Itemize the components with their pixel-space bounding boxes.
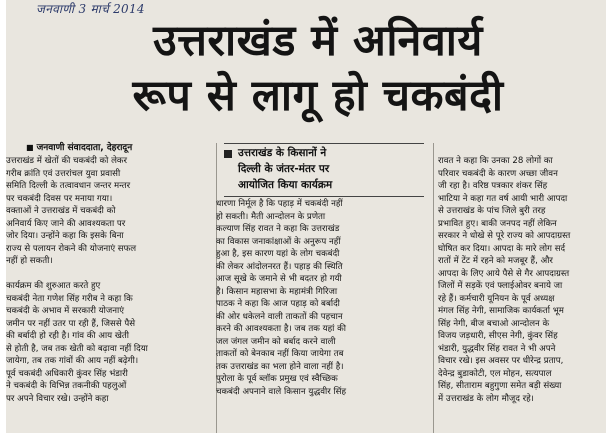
column-divider <box>433 143 434 433</box>
text-line: सिंह नेगी, बीज बचाओ आन्दोलन के <box>438 318 550 329</box>
text-line: ताकतों को बेनकाब नहीं किया जायेगा तब <box>216 349 344 359</box>
subheadline-line-2: दिल्ली के जंतर-मंतर पर <box>238 163 330 175</box>
text-line: विचार रखे। इस अवसर पर धीरेन्द्र प्रताप, <box>438 356 564 366</box>
text-line: पर चकबंदी दिवस पर मनाया गया। <box>6 193 113 204</box>
text-line: से होती है, जब तक खेती को बढ़ावा नहीं दिया <box>6 343 148 354</box>
byline <box>26 140 226 153</box>
text-line: अनिवार्य किए जाने की आवश्यकता पर <box>6 218 126 229</box>
text-line: कल्याण सिंह रावत ने कहा कि उत्तराखंड <box>216 224 340 234</box>
text-line: चकबंदी अपनाने वाले किसान युद्धवीर सिंह <box>216 386 347 397</box>
text-line: भाटिया ने कहा गत वर्ष आयी भारी आपदा <box>438 193 568 204</box>
text-line: में उत्तराखंड के लोग मौजूद रहे। <box>438 393 534 404</box>
text-line <box>6 268 211 281</box>
bullet-icon: ■ <box>26 143 34 152</box>
text-line: राज्य से पलायन रोकने की योजनाएं सफल <box>6 243 137 254</box>
text-line: जायेगा, तब तक गांवों की आय नहीं बढ़ेगी। <box>6 356 139 366</box>
text-line: की बर्बादी हो रही है। गांव की आय खेती <box>6 331 130 341</box>
headline-line-1: उत्तराखंड में अनिवार्य <box>153 16 483 66</box>
text-line: पुरोला के पूर्व ब्लॉक प्रमुख एवं स्वैच्छिक <box>216 374 338 384</box>
newspaper-clipping <box>6 0 606 433</box>
text-line: वक्ताओं ने उत्तराखंड में चकबंदी को <box>6 206 116 216</box>
text-line: सिंह, सीताराम बहुगुणा समेत बड़ी संख्या <box>438 381 562 391</box>
headline <box>30 14 606 124</box>
text-line: परिवार चकबंदी के कारण अच्छा जीवन <box>438 168 558 179</box>
text-line: ने चकबंदी के विभिन्न तकनीकी पहलुओं <box>6 381 127 391</box>
article-column-2 <box>216 198 396 398</box>
text-line: नहीं हो सकती। <box>6 256 53 266</box>
text-line: घोषित कर दिया। आपदा के मारे लोग सर्द <box>438 243 566 254</box>
text-line: जल जंगल जमीन को बर्बाद करने वाली <box>216 336 336 347</box>
text-line: पर अपने विचार रखे। उन्होंने कहा <box>6 393 109 404</box>
text-line: की ओर धकेलने वाली ताकतों की पहचान <box>216 311 343 322</box>
text-line: जोर दिया। उन्होंने कहा कि इसके बिना <box>6 231 124 241</box>
subheadline-line-1: उत्तराखंड के किसानों ने <box>238 147 327 159</box>
text-line: समिति दिल्ली के तत्वावधान जन्तर मन्तर <box>6 181 131 191</box>
text-line: गरीब क्रांति एवं उत्तरांचल युवा प्रवासी <box>6 168 121 179</box>
text-line: का विकास जनाकांक्षाओं के अनुरूप नहीं <box>216 236 341 247</box>
text-line: आज सूखे के जमाने से भी बदतर हो गयी <box>216 274 342 284</box>
text-line: भंडारी, युद्धवीर सिंह रावत ने भी अपने <box>438 343 556 354</box>
text-line: करने की आवश्यकता है। जब तक यहां की <box>216 324 346 334</box>
text-line: हो सकती। मैती आन्दोलन के प्रणेता <box>216 211 326 222</box>
text-line: देवेन्द्र बुडाकोटी, एल मोहन, सत्यपाल <box>438 368 552 379</box>
text-line: सरकार ने धोखे से पूरे राज्य को आपदाग्रस्त <box>438 231 571 241</box>
text-line: चकबंदी नेता गणेश सिंह गरीब ने कहा कि <box>6 293 133 304</box>
text-line: तक उत्तराखंड का भला होने वाला नहीं है। <box>216 361 344 372</box>
text-line: पाठक ने कहा कि आज पहाड़ को बर्बादी <box>216 299 340 309</box>
text-line: की लेकर आंदोलनरत हैं। पहाड़ की स्थिति <box>216 261 343 272</box>
text-line: रातों में टेंट में रहने को मजबूर हैं, और <box>438 256 553 266</box>
subheadline-box <box>224 143 424 197</box>
text-line: प्रभावित हुए। बाकी जनपद नहीं लेकिन <box>438 218 557 229</box>
text-line: से उत्तराखंड के पांच जिले बुरी तरह <box>438 206 546 216</box>
text-line: जी रहा है। वरिष्ठ पत्रकार शंकर सिंह <box>438 181 548 191</box>
article-column-3 <box>438 155 606 405</box>
text-line: कार्यक्रम की शुरुआत करते हुए <box>6 281 101 291</box>
text-line: पूर्व चकबंदी अधिकारी कुंवर सिंह भंडारी <box>6 368 128 379</box>
text-line: उत्तराखंड में खेतों की चकबंदी को लेकर <box>6 156 128 166</box>
text-line: जिलों में सड़कें एवं फ्लाईओवर बनाये जा <box>438 281 563 291</box>
text-line: रावत ने कहा कि उनका 28 लोगों का <box>438 156 553 166</box>
subheadline-line-3: आयोजित किया कार्यक्रम <box>238 179 333 191</box>
byline-text: जनवाणी संवाददाता, देहरादून <box>36 143 133 153</box>
text-line: हुआ है, इस कारण यहां के लोग चकबंदी <box>216 249 340 259</box>
text-line: मंगल सिंह नेगी, सामाजिक कार्यकर्ता भूम <box>438 306 564 316</box>
text-line: जमीन पर नहीं उतर पा रही हैं, जिससे पैसे <box>6 318 136 329</box>
text-line: चकबंदी के अभाव में सरकारी योजनाएं <box>6 306 124 316</box>
square-bullet-icon <box>224 150 232 158</box>
text-line: है। किसान महासभा के महामंत्री गिरिजा <box>216 286 338 297</box>
headline-line-2: रूप से लागू हो चकबंदी <box>132 71 504 121</box>
handwritten-dateline: जनवाणी 3 मार्च 2014 <box>36 2 145 16</box>
text-line: विजय जड़धारी, सीएस नेगी, कुंवर सिंह <box>438 331 558 341</box>
text-line: आपदा के लिए आये पैसे से गैर आपदाग्रस्त <box>438 268 570 279</box>
text-line: रहे हैं। कर्मचारी यूनियन के पूर्व अध्यक्ष <box>438 293 555 304</box>
text-line: धारणा निर्मूल है कि पहाड़ में चकबंदी नहीं <box>216 199 343 209</box>
subheadline <box>238 145 424 193</box>
article-column-1 <box>6 155 211 405</box>
